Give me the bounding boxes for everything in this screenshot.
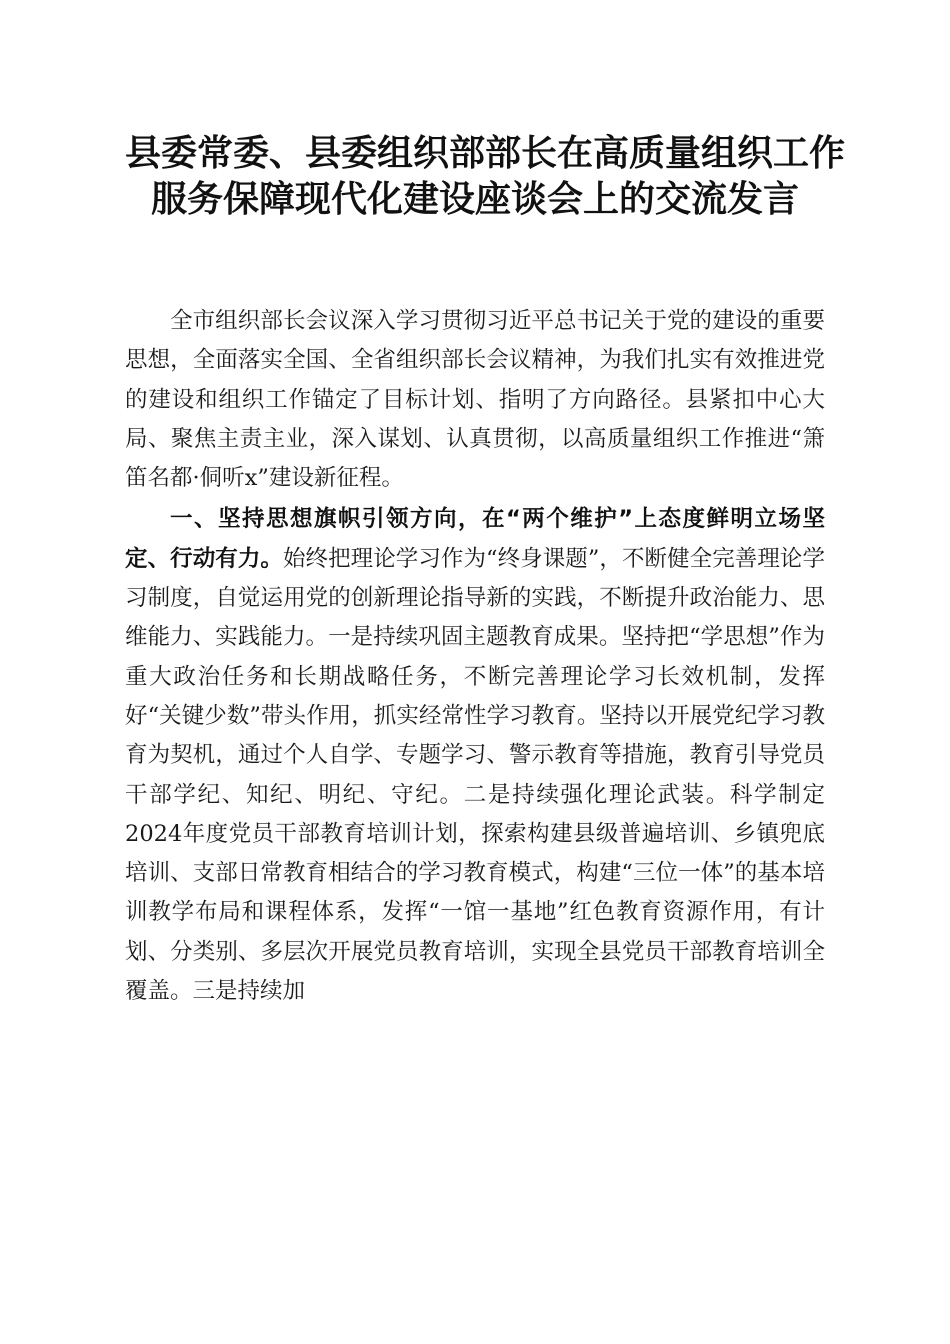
- title-line-1: 县委常委、县委组织部部长在高质量组织工作: [125, 132, 846, 174]
- document-body: [125, 302, 825, 1011]
- title-line-2: 服务保障现代化建设座谈会上的交流发言: [150, 178, 799, 220]
- section-1-text: 始终把理论学习作为“终身课题”，不断健全完善理论学习制度，自觉运用党的创新理论指导新的实践，不断提升政治能力、思维能力、实践能力。一是持续巩固主题教育成果。坚持把“学思想”作为重大政治任务和长期战略任务，不断完善理论学习长效机制，发挥好“关键少数”带头作用，抓实经常性学习教育。坚持以开展党纪学习教育为契机，通过个人自学、专题学习、警示教育等措施，教育引导党员干部学纪、知纪、明纪、守纪。二是持续强化理论武装。科学制定2024年度党员干部教育培训计划，探索构建县级普遍培训、乡镇兜底培训、支部日常教育相结合的学习教育模式，构建“三位一体”的基本培训教学布局和课程体系，发挥“一馆一基地”红色教育资源作用，有计划、分类别、多层次开展党员教育培训，实现全县党员干部教育培训全覆盖。三是持续加: [125, 545, 825, 1005]
- document-page: [125, 130, 846, 1013]
- section-1-paragraph: [125, 500, 825, 1011]
- document-title: [125, 130, 846, 222]
- section-1-heading: 一、坚持思想旗帜引领方向，在“两个维护”上态度鲜明立场坚定、行动有力。: [125, 506, 825, 572]
- intro-paragraph: 全市组织部长会议深入学习贯彻习近平总书记关于党的建设的重要思想，全面落实全国、全省组织部长会议精神，为我们扎实有效推进党的建设和组织工作锚定了目标计划、指明了方向路径。县紧扣中心大局、聚焦主责主业，深入谋划、认真贯彻，以高质量组织工作推进“箫笛名都·侗听x”建设新征程。: [125, 308, 825, 492]
